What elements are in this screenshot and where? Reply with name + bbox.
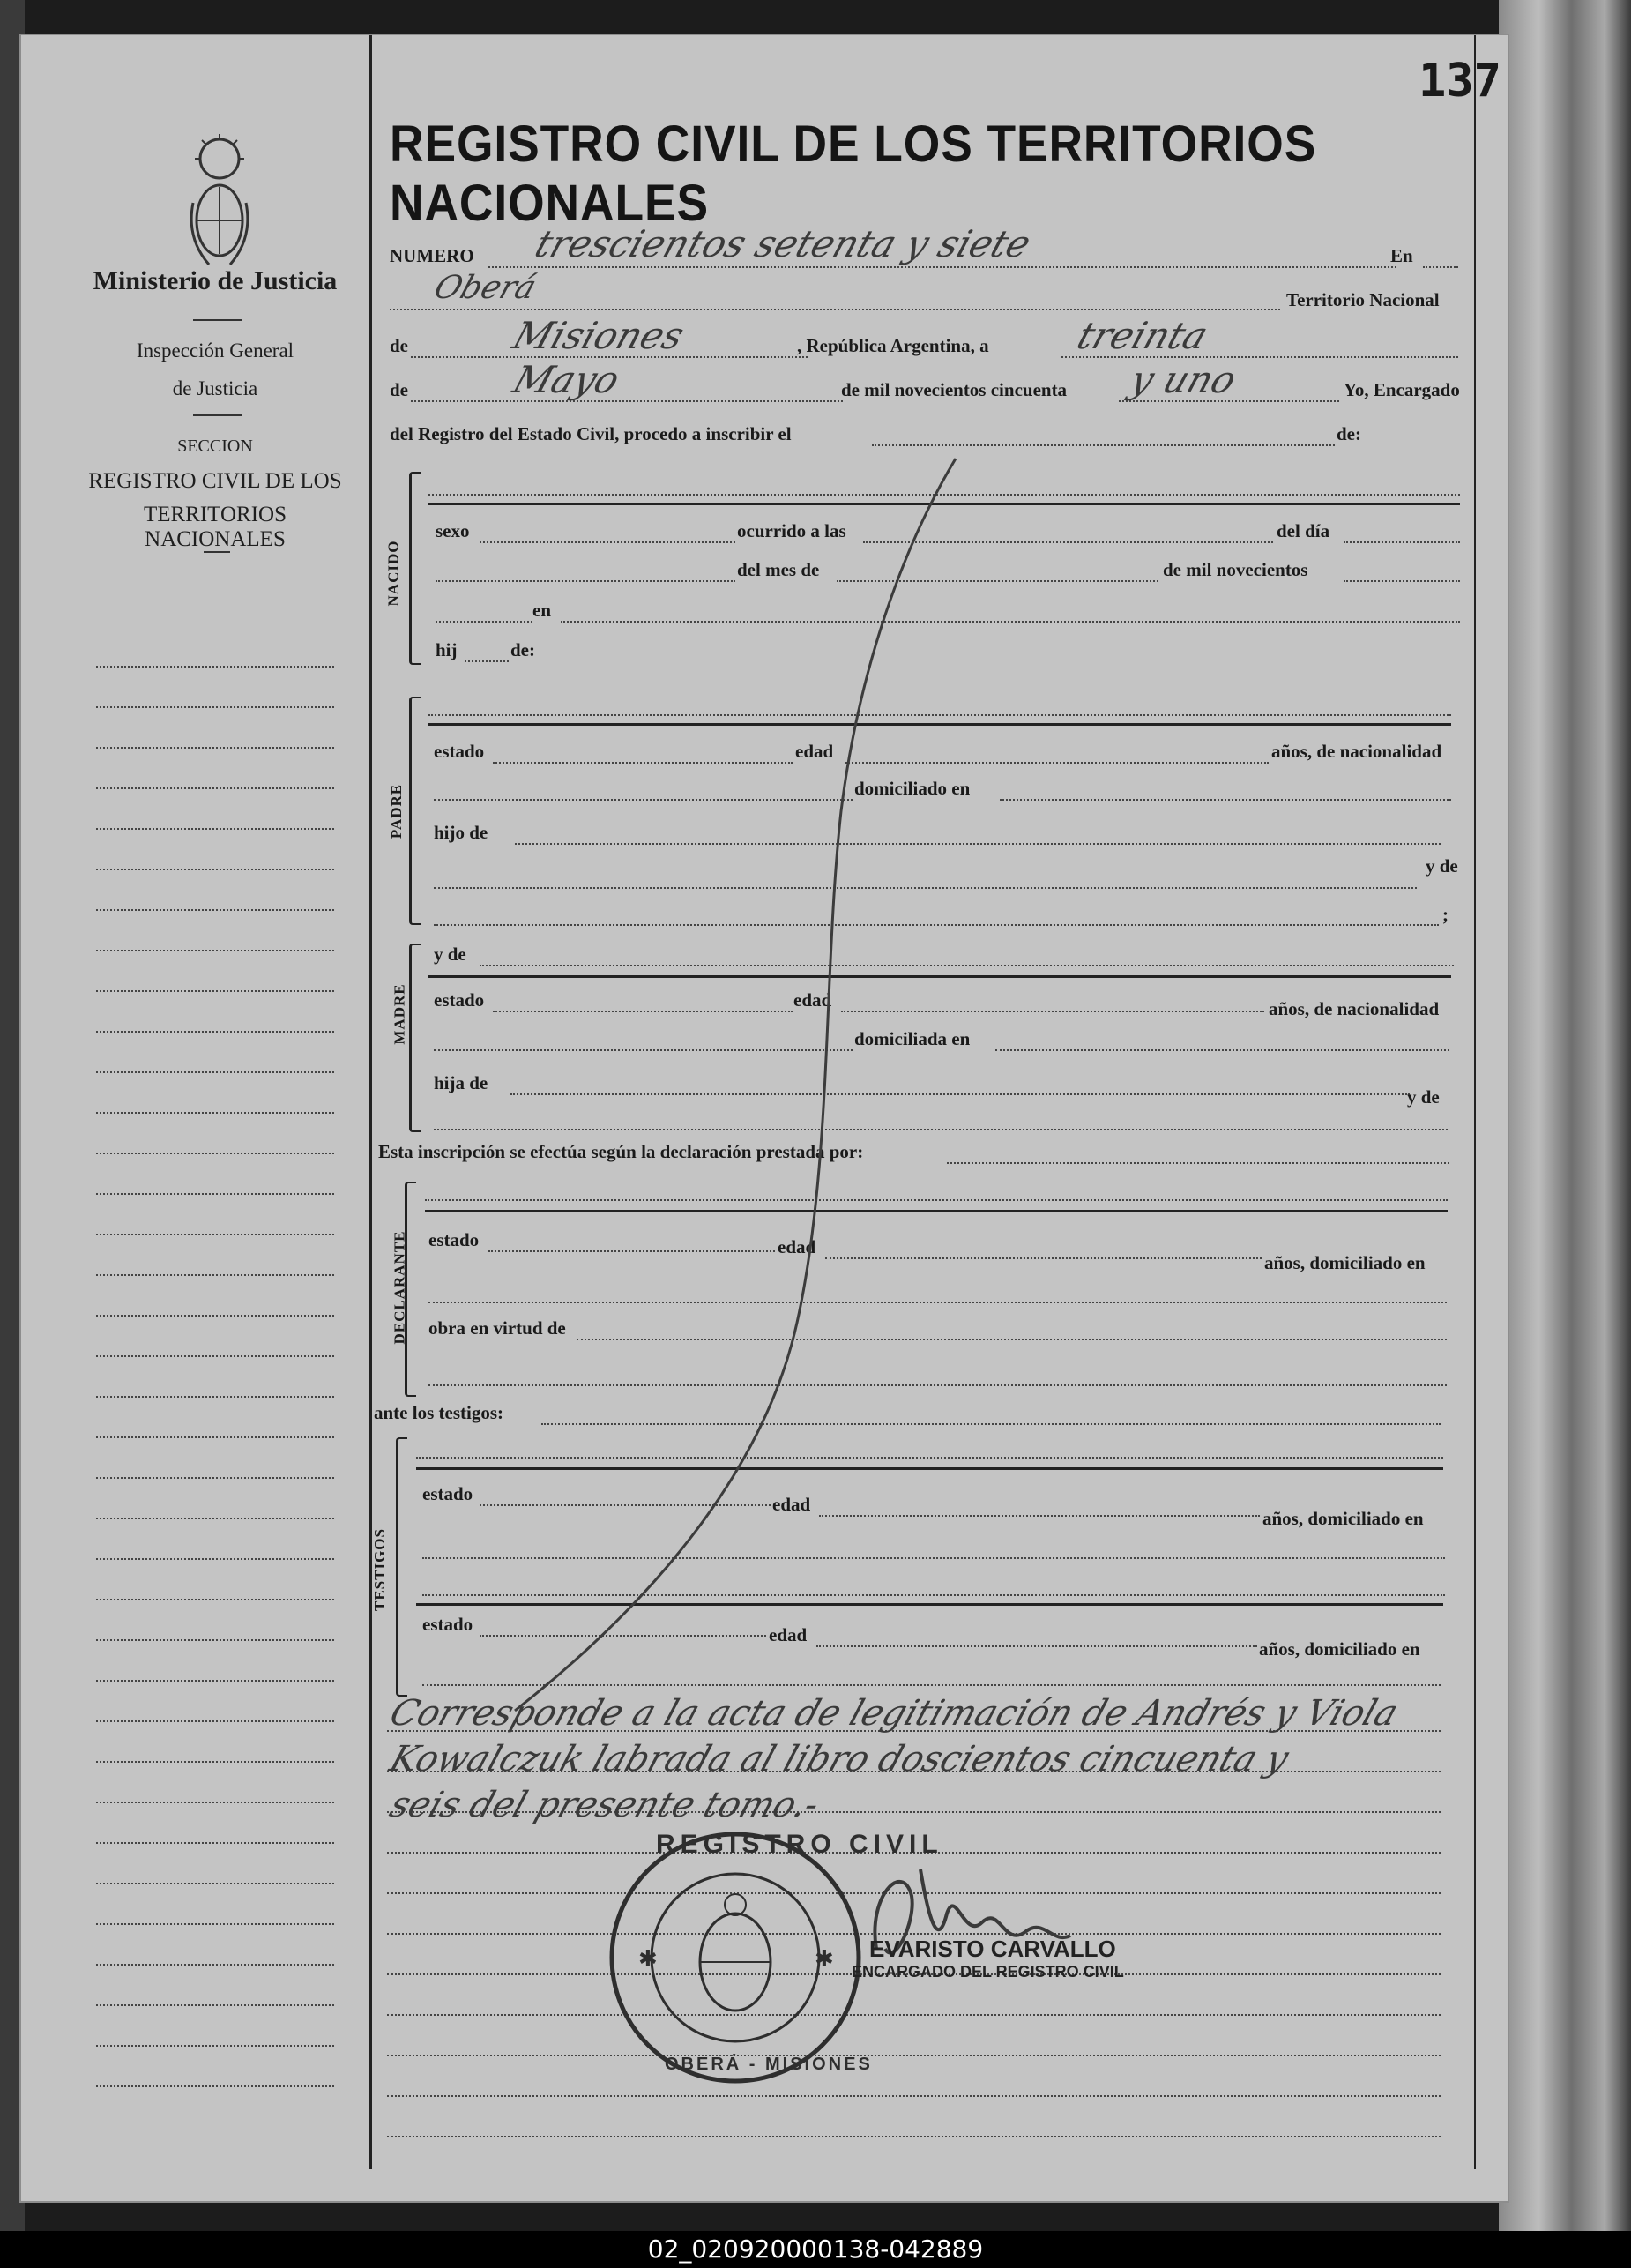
book-page-edges (1499, 0, 1631, 2240)
padre-semicolon: ; (1442, 904, 1449, 925)
divider (204, 551, 230, 553)
margin-ruled-line (96, 706, 334, 708)
register-page (19, 34, 1509, 2203)
margin-ruled-line (96, 869, 334, 870)
nacido-section-label: NACIDO (384, 540, 402, 607)
place-value: Oberá (429, 270, 541, 306)
margin-ruled-line (96, 1680, 334, 1682)
padre-domiciliado-label: domiciliado en (854, 778, 971, 799)
year-value: y uno (1125, 358, 1242, 401)
testigo2-edad-label: edad (769, 1624, 808, 1645)
signature-role: ENCARGADO DEL REGISTRO CIVIL (852, 1963, 1124, 1981)
note-ruled-line (387, 2055, 1441, 2056)
madre-y-de-top-label: y de (434, 944, 466, 965)
madre-domiciliada-label: domiciliada en (854, 1028, 971, 1049)
signature-name: EVARISTO CARVALLO (869, 1936, 1116, 1962)
note-ruled-line (387, 2136, 1441, 2137)
margin-ruled-line (96, 1558, 334, 1560)
madre-bracket (409, 944, 421, 1132)
padre-section-label: PADRE (388, 783, 406, 839)
margin-ruled-line (96, 909, 334, 911)
margin-ruled-line (96, 1436, 334, 1438)
margin-ruled-line (96, 1964, 334, 1966)
note-line2: Kowalczuk labrada al libro doscientos cincuenta y (384, 1739, 1294, 1779)
place-line (390, 309, 1280, 310)
de-colon-label: de: (1337, 423, 1361, 444)
sexo-label: sexo (436, 520, 470, 541)
madre-estado-label: estado (434, 989, 485, 1011)
margin-ruled-line (96, 1639, 334, 1641)
hij-de-label: de: (510, 639, 535, 660)
margin-ruled-line (96, 1599, 334, 1600)
margin-ruled-line (96, 828, 334, 830)
divider (193, 319, 242, 321)
cancel-stroke-mark (462, 441, 1079, 1728)
section-name-line2: TERRITORIOS NACIONALES (143, 503, 287, 551)
note-line1: Corresponde a la acta de legitimación de Andrés y Viola (384, 1693, 1404, 1734)
margin-ruled-line (96, 1477, 334, 1479)
section-name-line1: REGISTRO CIVIL DE LOS (88, 469, 342, 493)
del-mes-label: del mes de (737, 559, 820, 580)
margin-ruled-line (96, 787, 334, 789)
declarante-section-label: DECLARANTE (391, 1230, 408, 1345)
inspection-line2: de Justicia (172, 377, 258, 399)
margin-ruled-line (96, 1761, 334, 1763)
nacido-bracket (409, 472, 421, 665)
year-label: de mil novecientos cincuenta (841, 379, 1068, 400)
padre-y-de-label: y de (1426, 855, 1458, 877)
margin-ruled-line (96, 666, 334, 668)
margin-ruled-line (96, 1153, 334, 1154)
declarante-obra-label: obra en virtud de (428, 1317, 566, 1339)
testigo1-anos-label: años, domiciliado en (1262, 1508, 1424, 1529)
margin-ruled-line (96, 1112, 334, 1114)
coat-of-arms-icon (184, 132, 255, 282)
margin-rule (369, 35, 372, 2169)
padre-anos-label: años, de nacionalidad (1271, 741, 1442, 762)
margin-ruled-line (96, 1396, 334, 1398)
margin-ruled-line (96, 1802, 334, 1803)
section-label: SECCION (177, 436, 253, 456)
territorio-label: Territorio Nacional (1286, 289, 1440, 310)
margin-ruled-line (96, 1315, 334, 1317)
madre-anos-label: años, de nacionalidad (1269, 998, 1440, 1019)
madre-hija-de-label: hija de (434, 1072, 488, 1093)
margin-ruled-line (96, 1274, 334, 1276)
territory-value: Misiones (508, 314, 690, 357)
note-line3: seis del presente tomo.- (384, 1785, 825, 1825)
de-label: de (390, 379, 408, 400)
testigo2-estado-label: estado (422, 1614, 473, 1635)
yo-label: Yo, Encargado (1344, 379, 1460, 400)
mil-novecientos-label: de mil novecientos (1163, 559, 1308, 580)
ocurrido-label: ocurrido a las (737, 520, 846, 541)
margin-ruled-line (96, 2085, 334, 2087)
ministry-name: Ministerio de Justicia (93, 266, 338, 295)
day-value: treinta (1072, 314, 1214, 357)
declaracion-label: Esta inscripción se efectúa según la declaración prestada por: (378, 1141, 864, 1162)
svg-text:✱: ✱ (815, 1945, 834, 1972)
margin-ruled-line (96, 1355, 334, 1357)
madre-y-de-label: y de (1407, 1086, 1440, 1108)
page-number: 137 (1419, 55, 1501, 108)
image-id-footer: 02_020920000138-042889 (0, 2231, 1631, 2268)
margin-ruled-line (96, 950, 334, 951)
margin-ruled-line (96, 1842, 334, 1844)
note-ruled-line (387, 2095, 1441, 2097)
de-label: de (390, 335, 408, 356)
declarante-edad-label: edad (778, 1236, 816, 1257)
en-line (1423, 266, 1458, 268)
testigo2-anos-label: años, domiciliado en (1259, 1638, 1420, 1660)
dia-line (1344, 541, 1460, 543)
inspection-line1: Inspección General (136, 339, 294, 362)
stamp-ring-top: REGISTRO CIVIL (656, 1830, 943, 1859)
numero-line (488, 266, 1396, 268)
margin-ruled-line (96, 1883, 334, 1884)
margin-ruled-line (96, 2045, 334, 2047)
note-ruled-line (387, 2014, 1441, 2016)
month-value: Mayo (508, 358, 626, 401)
registro-label: del Registro del Estado Civil, procedo a inscribir el (390, 423, 792, 444)
en-label: en (532, 600, 551, 621)
divider (193, 414, 242, 416)
padre-bracket (409, 697, 421, 925)
del-dia-label: del día (1277, 520, 1330, 541)
hij-label: hij (436, 639, 458, 660)
numero-value: trescientos setenta y siete (530, 222, 1037, 265)
margin-ruled-line (96, 1234, 334, 1235)
en-label: En (1390, 245, 1413, 266)
anio-line (1344, 580, 1460, 582)
padre-hijo-de-label: hijo de (434, 822, 488, 843)
testigos-section-label: TESTIGOS (371, 1528, 388, 1611)
margin-ruled-line (96, 1518, 334, 1519)
declarante-estado-label: estado (428, 1229, 480, 1250)
margin-ruled-line (96, 990, 334, 992)
page-title: REGISTRO CIVIL DE LOS TERRITORIOS NACIONALES (390, 116, 1317, 232)
svg-text:✱: ✱ (638, 1945, 658, 1972)
margin-ruled-line (96, 1071, 334, 1073)
margin-ruled-line (96, 1923, 334, 1925)
numero-label: NUMERO (390, 245, 474, 266)
declarante-anos-label: años, domiciliado en (1264, 1252, 1426, 1273)
testigo1-edad-label: edad (772, 1494, 811, 1515)
republica-label: , República Argentina, a (797, 335, 989, 356)
padre-estado-label: estado (434, 741, 485, 762)
margin-ruled-line (96, 747, 334, 749)
testigo1-estado-label: estado (422, 1483, 473, 1504)
stamp-ring-bottom: OBERÁ - MISIONES (665, 2055, 873, 2074)
testigos-intro-label: ante los testigos: (374, 1402, 503, 1423)
testigos-bracket (396, 1437, 407, 1697)
madre-section-label: MADRE (391, 983, 408, 1045)
padre-edad-label: edad (795, 741, 834, 762)
madre-edad-label: edad (793, 989, 832, 1011)
margin-ruled-line (96, 1193, 334, 1195)
right-rule (1474, 35, 1476, 2169)
month-line (411, 400, 843, 402)
margin-ruled-line (96, 1720, 334, 1722)
margin-ruled-line (96, 1031, 334, 1033)
margin-ruled-line (96, 2004, 334, 2006)
